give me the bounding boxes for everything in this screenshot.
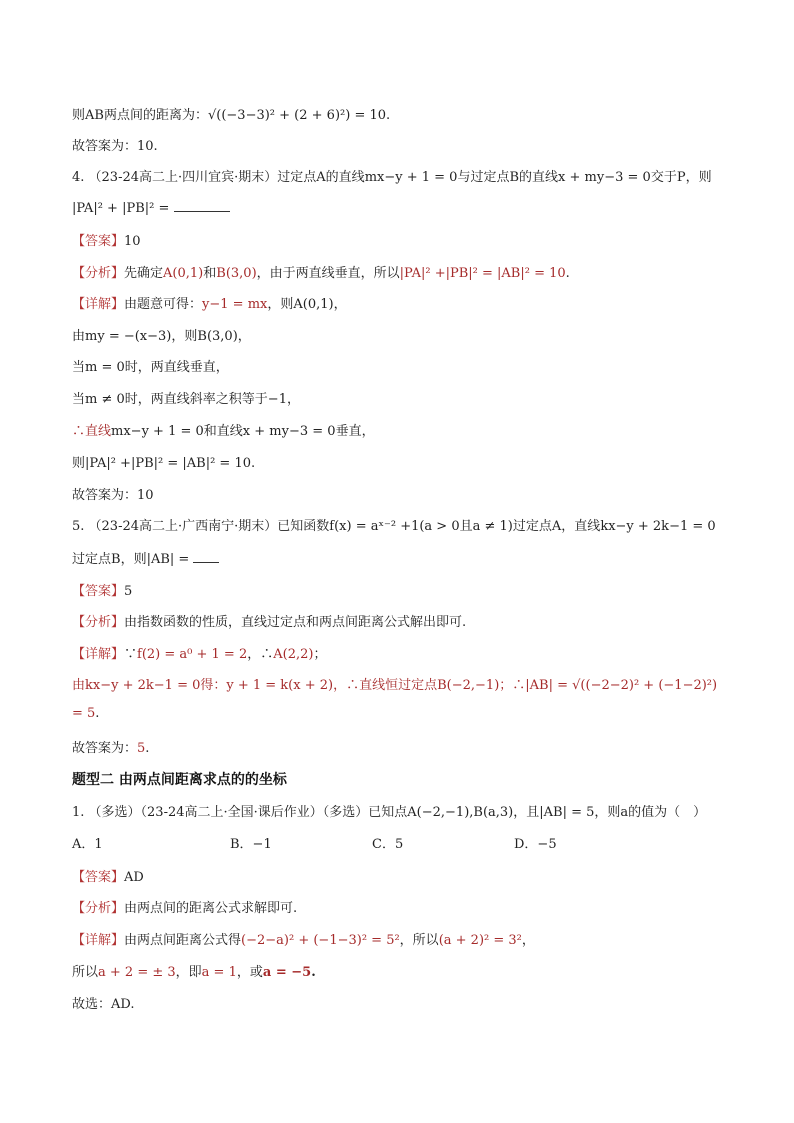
text-fragment: A(−2,−1),B(a,3) [407, 805, 514, 820]
text-fragment: y + 1 = k(x + 2) [226, 678, 334, 693]
choice-b: B．−1 [230, 837, 272, 852]
text-line [72, 104, 390, 123]
text-fragment: B(3,0) [197, 329, 238, 344]
text-fragment: A [551, 519, 562, 534]
text-fragment: ，则a的值为（ ） [594, 805, 707, 820]
text-fragment: ， [237, 329, 251, 344]
section-tag: 【答案】 [72, 584, 125, 599]
text-fragment: ，∴直线恒过定点 [333, 678, 438, 693]
text-fragment: ，即 [175, 965, 202, 980]
text-fragment: 由 [72, 678, 86, 693]
text-fragment: 由指数函数的性质，直线过定点和两点间距离公式解出即可. [124, 615, 467, 630]
text-fragment: 1. （多选）（23-24高二上·全国·课后作业）（多选）已知点 [72, 805, 408, 820]
text-fragment: 且 [459, 519, 473, 534]
text-fragment: 先确定 [124, 266, 164, 281]
text-line [72, 515, 716, 534]
text-line [72, 293, 347, 312]
text-fragment: 得： [200, 678, 227, 693]
text-fragment: 5 [124, 584, 133, 599]
text-fragment: . [145, 741, 150, 756]
text-fragment: 故选：AD. [72, 997, 135, 1012]
text-fragment: 则 [72, 456, 86, 471]
text-fragment: |PA|² +|PB|² = |AB|² = 10 [85, 456, 251, 471]
text-line [72, 580, 132, 599]
text-line [72, 388, 300, 407]
text-fragment: ； [313, 647, 327, 662]
text-fragment: 5 [137, 741, 146, 756]
text-line [72, 929, 535, 948]
text-fragment: f(2) = a⁰ + 1 = 2 [137, 647, 248, 662]
text-line [72, 548, 219, 567]
text-fragment: 与过定点 [457, 170, 510, 185]
text-fragment: 故答案为：10 [72, 488, 154, 503]
text-fragment: ， [333, 297, 347, 312]
text-fragment: 故答案为：10. [72, 139, 158, 154]
text-fragment: 的直线 [519, 170, 559, 185]
text-fragment: 垂直， [335, 424, 375, 439]
text-fragment: ，则 [685, 170, 712, 185]
text-line [72, 674, 717, 693]
text-fragment: a + 2 = ± 3 [98, 965, 176, 980]
text-fragment: x + my−3 = 0 [242, 424, 336, 439]
text-fragment: . [251, 456, 256, 471]
text-fragment: √((−3−3)² + (2 + 6)²) = 10 [207, 108, 387, 123]
text-line [72, 643, 326, 662]
text-fragment: ， [521, 933, 535, 948]
text-fragment: kx−y + 2k−1 = 0 [600, 519, 716, 534]
text-line [72, 166, 712, 185]
text-fragment: ，则 [171, 329, 198, 344]
choice-d: D．−5 [514, 837, 557, 852]
text-fragment: my = −(x−3) [85, 329, 172, 344]
text-fragment: a = −5 [262, 965, 312, 980]
text-fragment: 的直线 [325, 170, 365, 185]
text-fragment: 所以 [72, 965, 99, 980]
text-fragment: P [676, 170, 686, 185]
text-fragment: A(0,1) [293, 297, 334, 312]
text-line [72, 230, 141, 249]
text-fragment: 过定点 [512, 519, 552, 534]
text-fragment: ，直线 [561, 519, 601, 534]
text-fragment: ，且 [513, 805, 540, 820]
text-fragment: ∵ [124, 647, 138, 662]
text-fragment: mx−y + 1 = 0 [111, 424, 204, 439]
text-fragment: . [311, 965, 316, 980]
text-fragment: AD [124, 870, 144, 885]
text-line [72, 262, 570, 281]
answer-blank [174, 199, 230, 212]
text-line [72, 706, 99, 721]
text-fragment: B(−2,−1) [437, 678, 500, 693]
choice-c: C．5 [372, 837, 404, 852]
text-fragment: A [316, 170, 326, 185]
text-line [72, 135, 158, 154]
text-fragment: 10 [124, 234, 141, 249]
choice-a: A．1 [72, 837, 103, 852]
text-fragment: A(2,2) [273, 647, 314, 662]
text-fragment: 由两点间的距离公式求解即可. [124, 901, 298, 916]
text-fragment: . [386, 108, 391, 123]
text-fragment: ∴直线 [72, 424, 112, 439]
text-fragment: 和 [203, 266, 217, 281]
text-fragment: m ≠ 0 [85, 392, 125, 407]
text-fragment: |AB| = √((−2−2)² + (−1−2)²) [525, 678, 718, 693]
text-line [72, 897, 297, 916]
text-fragment: . [95, 706, 100, 721]
text-fragment: 和直线 [203, 424, 243, 439]
text-fragment: f(x) = aˣ⁻² +1(a > 0 [329, 519, 460, 534]
text-fragment: ，所以 [399, 933, 439, 948]
text-fragment: = 5 [72, 706, 96, 721]
text-fragment: m = 0 [85, 360, 125, 375]
section-tag: 【答案】 [72, 234, 125, 249]
text-line [72, 420, 375, 439]
section-tag: 【详解】 [72, 647, 125, 662]
text-fragment: ， [286, 392, 300, 407]
text-fragment: 过定点 [72, 552, 112, 567]
text-fragment: 当 [72, 360, 86, 375]
text-line [72, 356, 229, 375]
text-fragment: B [509, 170, 520, 185]
text-fragment: |AB| = [146, 552, 194, 567]
text-fragment: |PA|² +|PB|² = |AB|² = 10 [399, 266, 566, 281]
text-fragment: 则 [72, 108, 86, 123]
text-fragment: ，由于两直线垂直，所以 [256, 266, 400, 281]
answer-blank [193, 550, 219, 563]
text-fragment: B(3,0) [216, 266, 257, 281]
text-fragment: a ≠ 1) [472, 519, 513, 534]
text-line [72, 611, 466, 630]
section-tag: 【分析】 [72, 901, 125, 916]
section-tag: 【分析】 [72, 615, 125, 630]
section-tag: 【分析】 [72, 266, 125, 281]
text-fragment: 时，两直线斜率之积等于 [124, 392, 268, 407]
text-fragment: 由两点间距离公式得 [124, 933, 242, 948]
text-fragment: x + my−3 = 0 [558, 170, 651, 185]
text-fragment: a = 1 [201, 965, 237, 980]
text-fragment: 5. （23-24高二上·广西南宁·期末）已知函数 [72, 519, 330, 534]
text-fragment: kx−y + 2k−1 = 0 [85, 678, 201, 693]
text-fragment: 交于 [650, 170, 677, 185]
section-heading: 题型二 由两点间距离求点的的坐标 [72, 772, 287, 788]
text-fragment: ，或 [236, 965, 263, 980]
text-fragment: |AB| = 5 [539, 805, 595, 820]
text-fragment: mx−y + 1 = 0 [364, 170, 458, 185]
text-line [72, 452, 255, 471]
text-fragment: (a + 2)² = 3² [438, 933, 522, 948]
text-line [72, 199, 230, 216]
text-fragment: 当 [72, 392, 86, 407]
text-line [72, 961, 316, 980]
text-fragment: ，∴ [247, 647, 274, 662]
section-tag: 【详解】 [72, 297, 125, 312]
section-tag: 【详解】 [72, 933, 125, 948]
text-line [72, 866, 144, 885]
text-fragment: y−1 = mx [202, 297, 268, 312]
text-line [72, 801, 706, 820]
text-fragment: B [111, 552, 121, 567]
text-fragment: . [565, 266, 570, 281]
section-tag: 【答案】 [72, 870, 125, 885]
text-fragment: 4. （23-24高二上·四川宜宾·期末）过定点 [72, 170, 317, 185]
text-fragment: 时，两直线垂直， [124, 360, 229, 375]
text-fragment: ，则 [267, 297, 294, 312]
text-line [72, 769, 287, 789]
text-fragment: AB [85, 108, 104, 123]
text-line [72, 325, 251, 344]
text-fragment: |PA|² + |PB|² = [72, 201, 174, 216]
text-fragment: ，则 [120, 552, 147, 567]
text-fragment: −1 [267, 392, 287, 407]
text-fragment: ；∴ [499, 678, 526, 693]
text-fragment: 故答案为： [72, 741, 138, 756]
text-fragment: 由题意可得： [124, 297, 203, 312]
text-fragment: (−2−a)² + (−1−3)² = 5² [241, 933, 400, 948]
text-line [72, 993, 134, 1012]
text-line [72, 484, 154, 503]
text-fragment: 两点间的距离为： [103, 108, 208, 123]
text-fragment: A(0,1) [163, 266, 204, 281]
text-fragment: 由 [72, 329, 86, 344]
text-line [72, 737, 149, 756]
